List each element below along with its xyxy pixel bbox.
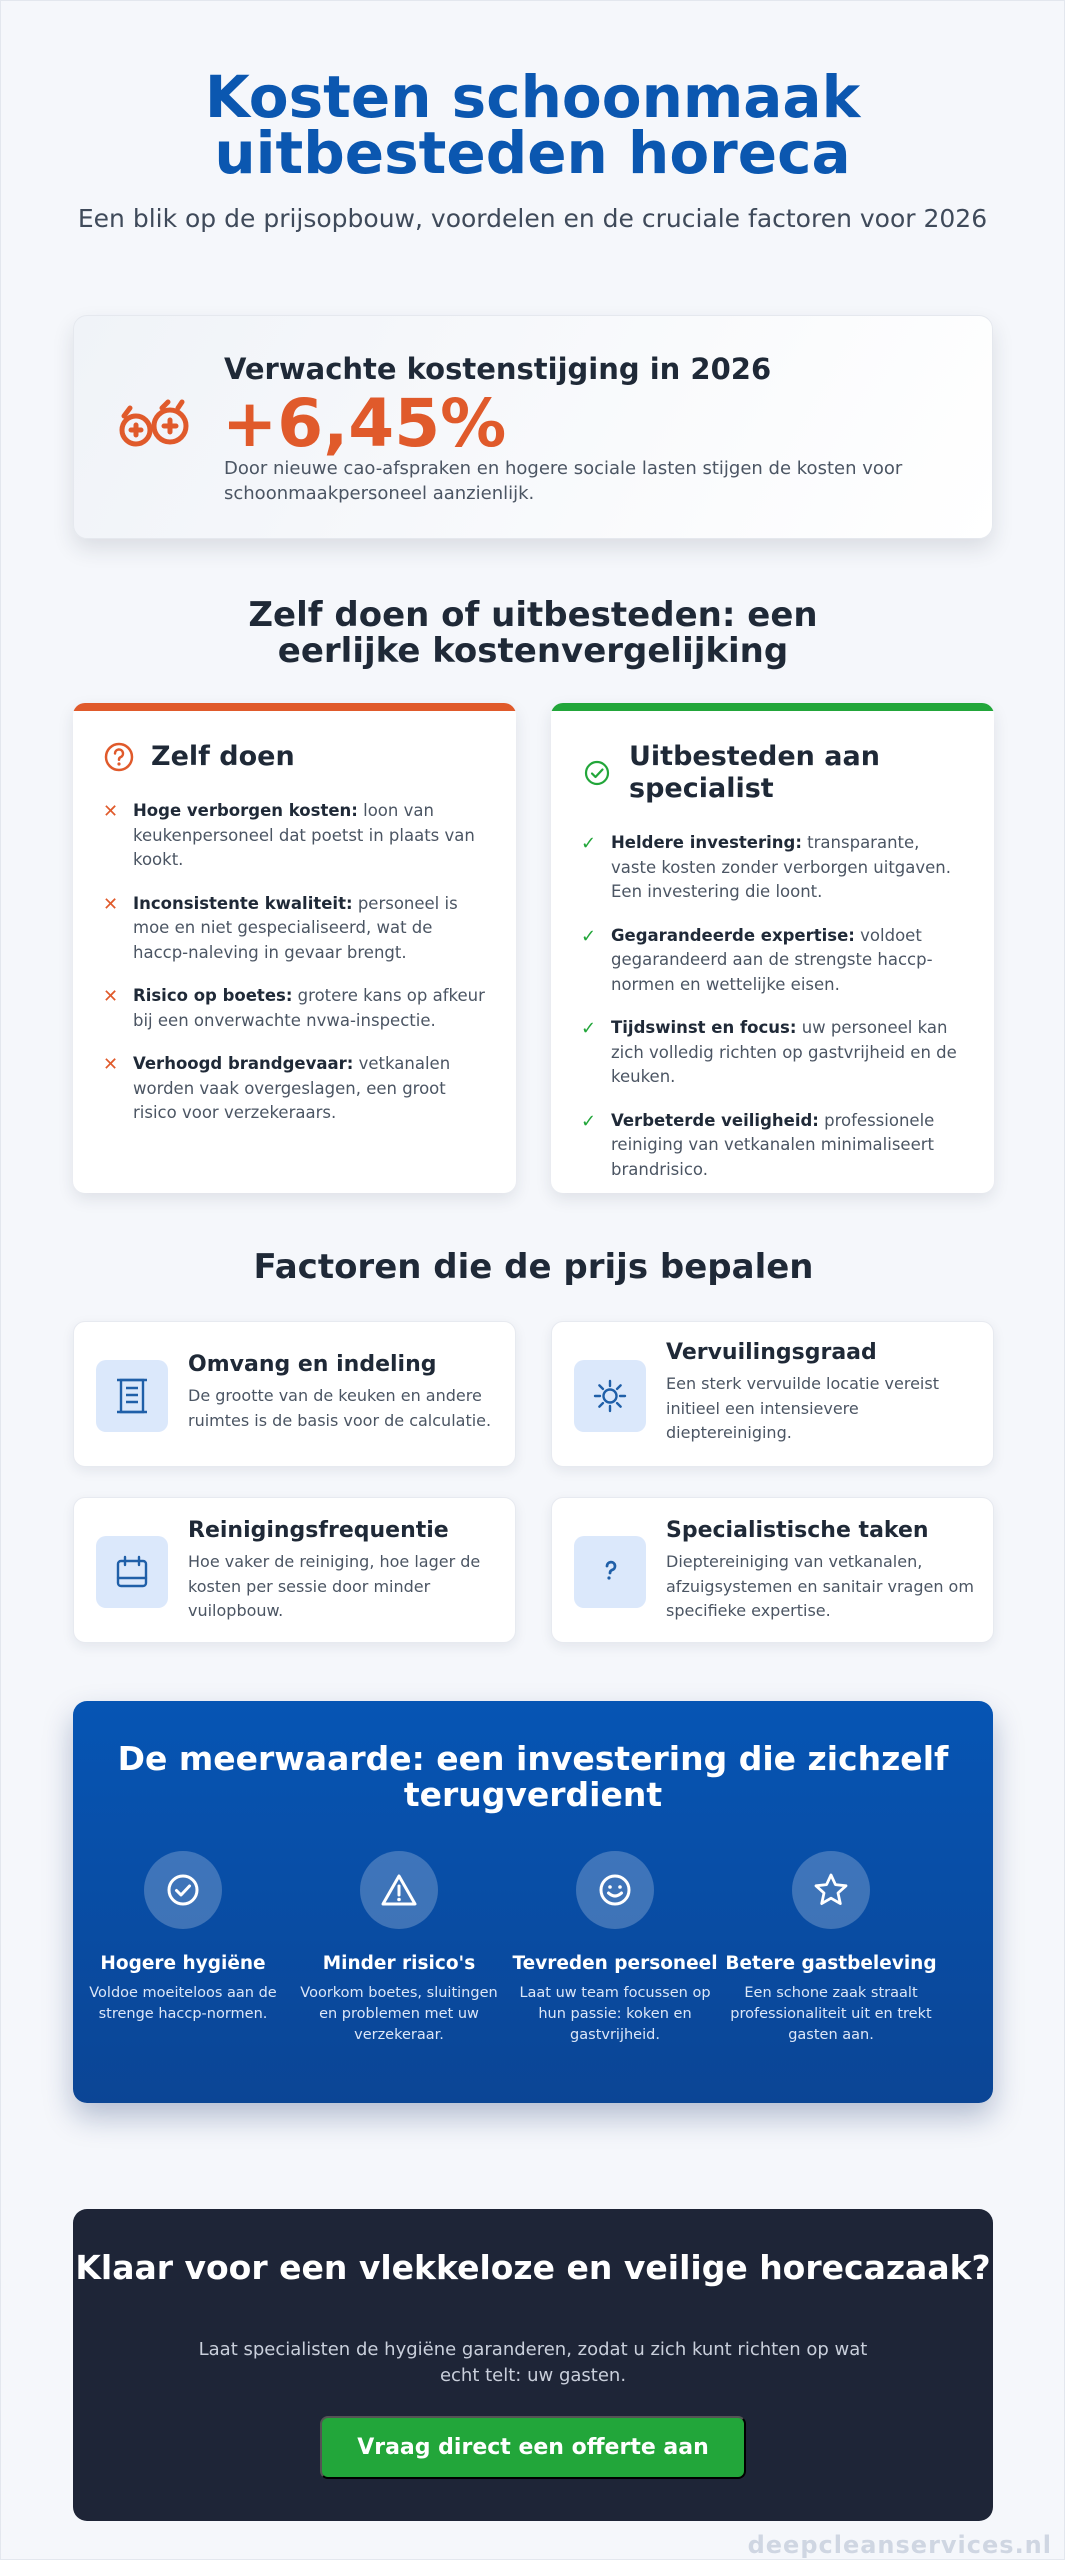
- warning-icon: [360, 1851, 438, 1929]
- check-icon: ✓: [581, 833, 597, 854]
- hero: [1, 1, 1064, 235]
- list-item: [581, 924, 964, 998]
- factor-description: Dieptereiniging van vetkanalen, afzuigsystemen en sanitair vragen om specifieke expertise.: [666, 1552, 974, 1620]
- list-item-strong: Gegarandeerde expertise:: [611, 925, 855, 945]
- cross-icon: ✕: [103, 1054, 119, 1075]
- factor-description: Hoe vaker de reiniging, hoe lager de kosten per sessie door minder vuilopbouw.: [188, 1552, 481, 1620]
- list-item-text: [133, 984, 486, 1033]
- list-item-text: [611, 1016, 964, 1090]
- list-item-body: transparante, vaste kosten zonder verborgen uitgaven. Een investering die loont.: [611, 833, 951, 901]
- list-item: [581, 1109, 964, 1183]
- outsource-card-title: Uitbesteden aan specialist: [629, 741, 880, 804]
- value-item-hygiene: [75, 1851, 291, 2025]
- factor-card-frequency: [73, 1497, 516, 1643]
- cost-increase-card: [73, 315, 993, 539]
- list-item-text: [133, 892, 486, 966]
- list-item-body: professionele reiniging van vetkanalen minimaliseert brandrisico.: [611, 1110, 935, 1179]
- list-item-text: [133, 1052, 486, 1126]
- outsource-card: [551, 703, 994, 1193]
- factors-title: Factoren die de prijs bepalen: [253, 1247, 814, 1287]
- stat-description: Door nieuwe cao-afspraken en hogere sociale lasten stijgen de kosten voor schoonmaakpersoneel aanzienlijk.: [224, 458, 903, 504]
- list-item-body: voldoet gegarandeerd aan de strengste haccp-normen en wettelijke eisen.: [611, 925, 933, 994]
- list-item-body: personeel is moe en niet gespecialiseerd, wat de haccp-naleving in gevaar brengt.: [133, 893, 458, 962]
- list-item-body: loon van keukenpersoneel dat poetst in plaats van kookt.: [133, 801, 475, 869]
- factor-title: Vervuilingsgraad: [666, 1340, 877, 1365]
- self-card-accent: [73, 703, 516, 711]
- value-item-title: Tevreden personeel: [512, 1953, 718, 1974]
- factor-title: Specialistische taken: [666, 1518, 929, 1543]
- factor-card-size: [73, 1321, 516, 1467]
- list-item-text: [611, 924, 964, 998]
- value-item-guests: [723, 1851, 939, 2046]
- request-quote-button[interactable]: Vraag direct een offerte aan: [320, 2416, 746, 2479]
- list-item: [581, 1016, 964, 1090]
- self-list: [73, 773, 516, 1126]
- wrench-icon: [574, 1536, 646, 1608]
- check-icon: ✓: [581, 1018, 597, 1039]
- list-item-strong: Tijdswinst en focus:: [611, 1018, 797, 1037]
- watermark: deepcleanservices.nl: [747, 2531, 1052, 2559]
- star-icon: [792, 1851, 870, 1929]
- value-item-description: Voldoe moeiteloos aan de strenge haccp-normen.: [89, 1985, 277, 2022]
- list-item-body: grotere kans op afkeur bij een onverwachte nvwa-inspectie.: [133, 986, 485, 1030]
- question-circle-icon: [103, 741, 135, 773]
- self-card: [73, 703, 516, 1193]
- calendar-icon: [96, 1536, 168, 1608]
- outsource-list: [551, 805, 994, 1182]
- page-subtitle: Een blik op de prijsopbouw, voordelen en de cruciale factoren voor 2026: [77, 204, 988, 233]
- value-item-title: Minder risico's: [322, 1953, 476, 1974]
- value-item-title: Betere gastbeleving: [725, 1953, 937, 1974]
- factor-card-special: [551, 1497, 994, 1643]
- list-item-strong: Risico op boetes:: [133, 986, 293, 1005]
- value-item-description: Voorkom boetes, sluitingen en problemen met uw verzekeraar.: [300, 1985, 498, 2043]
- list-item: [581, 831, 964, 905]
- list-item-strong: Inconsistente kwaliteit:: [133, 893, 353, 913]
- list-item: [103, 892, 486, 966]
- value-item-risk: [291, 1851, 507, 2046]
- page-title: Kosten schoonmaak uitbesteden horeca: [204, 63, 861, 187]
- cta-panel: [73, 2209, 993, 2521]
- list-item-strong: Verhoogd brandgevaar:: [133, 1054, 354, 1073]
- list-item-text: [133, 799, 486, 873]
- value-item-title: Hogere hygiëne: [100, 1953, 266, 1974]
- cta-title: Klaar voor een vlekkeloze en veilige horecazaak?: [75, 2248, 991, 2287]
- factor-card-dirt: [551, 1321, 994, 1467]
- list-item-text: [611, 831, 964, 905]
- list-item: [103, 984, 486, 1033]
- list-item: [103, 799, 486, 873]
- self-card-title: Zelf doen: [151, 741, 295, 772]
- value-title: De meerwaarde: een investering die zichzelf terugverdient: [117, 1739, 949, 1814]
- gear-icon: [574, 1360, 646, 1432]
- value-item-staff: [507, 1851, 723, 2046]
- list-item-body: vetkanalen worden vaak overgeslagen, een groot risico voor verzekeraars.: [133, 1054, 451, 1122]
- stat-label: Verwachte kostenstijging in 2026: [224, 352, 772, 386]
- value-item-description: Een schone zaak straalt professionaliteit uit en trekt gasten aan.: [730, 1985, 932, 2043]
- list-item-strong: Verbeterde veiligheid:: [611, 1110, 819, 1130]
- list-item-strong: Hoge verborgen kosten:: [133, 801, 358, 820]
- list-item-text: [611, 1109, 964, 1183]
- floorplan-icon: [96, 1360, 168, 1432]
- factor-title: Omvang en indeling: [188, 1352, 437, 1377]
- factor-description: Een sterk vervuilde locatie vereist initieel een intensievere dieptereiniging.: [666, 1374, 939, 1442]
- stat-value: +6,45%: [222, 385, 507, 462]
- check-circle-icon: [581, 757, 613, 789]
- comparison-title: Zelf doen of uitbesteden: een eerlijke kostenvergelijking: [248, 595, 818, 671]
- coins-icon: [114, 396, 194, 456]
- smiley-icon: [576, 1851, 654, 1929]
- outsource-card-accent: [551, 703, 994, 711]
- list-item-strong: Heldere investering:: [611, 833, 802, 852]
- cross-icon: ✕: [103, 893, 119, 915]
- factor-description: De grootte van de keuken en andere ruimtes is de basis voor de calculatie.: [188, 1386, 492, 1430]
- value-item-description: Laat uw team focussen op hun passie: koken en gastvrijheid.: [519, 1985, 711, 2043]
- list-item: [103, 1052, 486, 1126]
- check-circle-icon: [144, 1851, 222, 1929]
- factor-title: Reinigingsfrequentie: [188, 1518, 449, 1543]
- cross-icon: ✕: [103, 801, 119, 822]
- check-icon: ✓: [581, 925, 597, 947]
- list-item-body: uw personeel kan zich volledig richten op gastvrijheid en de keuken.: [611, 1018, 957, 1086]
- value-panel: [73, 1701, 993, 2103]
- cross-icon: ✕: [103, 986, 119, 1007]
- cta-subtitle: Laat specialisten de hygiëne garanderen, zodat u zich kunt richten op wat echt telt: uw gasten.: [198, 2339, 868, 2386]
- check-icon: ✓: [581, 1110, 597, 1132]
